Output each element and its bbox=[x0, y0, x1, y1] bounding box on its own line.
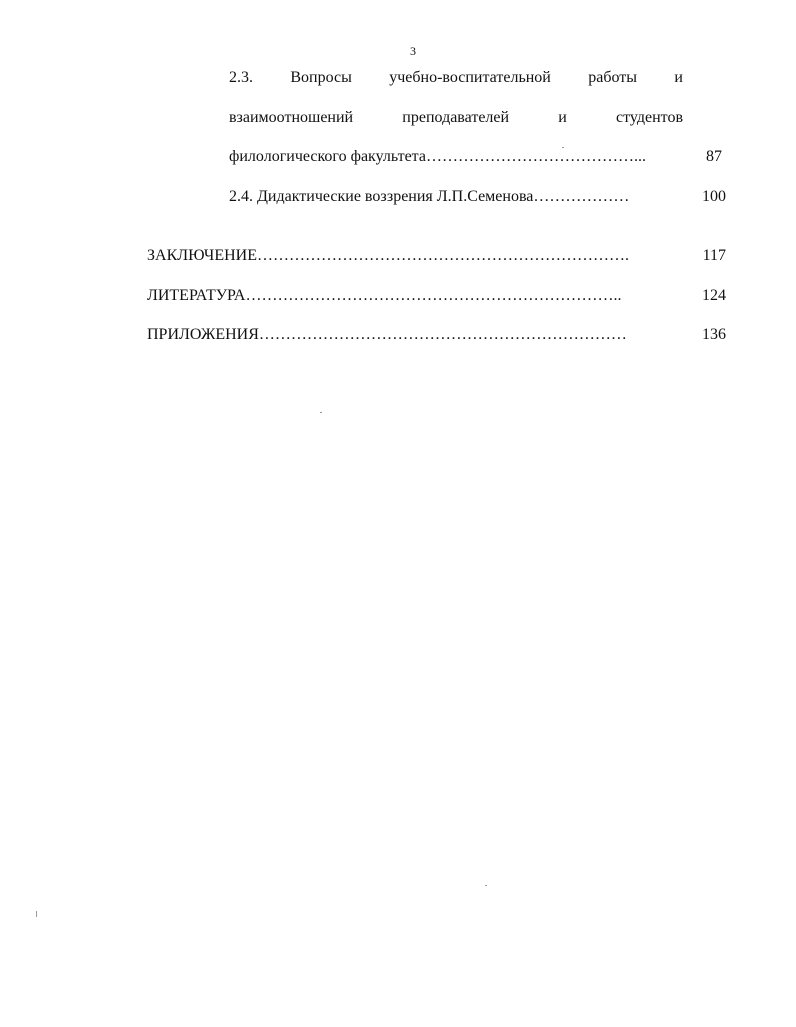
scan-speck bbox=[320, 412, 322, 413]
toc-entry-text: ЗАКЛЮЧЕНИЕ bbox=[147, 247, 257, 264]
toc-word: Вопросы bbox=[290, 69, 352, 86]
toc-word: студентов bbox=[615, 109, 683, 126]
toc-entry-text: 2.4. Дидактические воззрения Л.П.Семенова bbox=[229, 188, 534, 205]
toc-entry-conclusion bbox=[147, 246, 629, 266]
toc-leader-dots: ……………… bbox=[533, 188, 630, 205]
toc-leader-dots: …………………………………... bbox=[425, 148, 646, 165]
toc-word: работы bbox=[588, 69, 638, 86]
toc-leader-dots: …………………………………………………………… bbox=[258, 326, 627, 343]
toc-entry-text: ПРИЛОЖЕНИЯ bbox=[147, 326, 259, 343]
scan-speck bbox=[36, 911, 37, 917]
toc-leader-dots: ……………………………………………………………. bbox=[256, 247, 629, 264]
toc-entry-appendices bbox=[147, 325, 627, 345]
toc-page-number: 124 bbox=[702, 287, 726, 304]
toc-entry-2-4 bbox=[229, 187, 629, 207]
toc-entry-2-3-line-2 bbox=[229, 108, 683, 128]
toc-entry-2-3-line-1 bbox=[229, 68, 683, 88]
toc-page-number: 100 bbox=[702, 188, 726, 205]
toc-entry-text: ЛИТЕРАТУРА bbox=[147, 287, 246, 304]
toc-page-number: 87 bbox=[706, 148, 722, 165]
scan-speck bbox=[562, 147, 564, 148]
toc-entry-2-3-line-3 bbox=[229, 147, 646, 167]
toc-word: и bbox=[674, 69, 683, 86]
toc-entry-text: филологического факультета bbox=[229, 148, 426, 165]
toc-word: учебно-воспитательной bbox=[389, 69, 551, 86]
toc-word: преподавателей bbox=[402, 109, 510, 126]
toc-entry-literature bbox=[147, 286, 621, 306]
page-number: 3 bbox=[410, 44, 416, 58]
toc-word: и bbox=[558, 109, 567, 126]
toc-word: взаимоотношений bbox=[229, 109, 354, 126]
toc-page-number: 136 bbox=[702, 326, 726, 343]
toc-leader-dots: …………………………………………………………….. bbox=[245, 287, 622, 304]
toc-word: 2.3. bbox=[229, 69, 253, 86]
scan-speck bbox=[485, 885, 487, 886]
toc-page-number: 117 bbox=[702, 247, 726, 264]
